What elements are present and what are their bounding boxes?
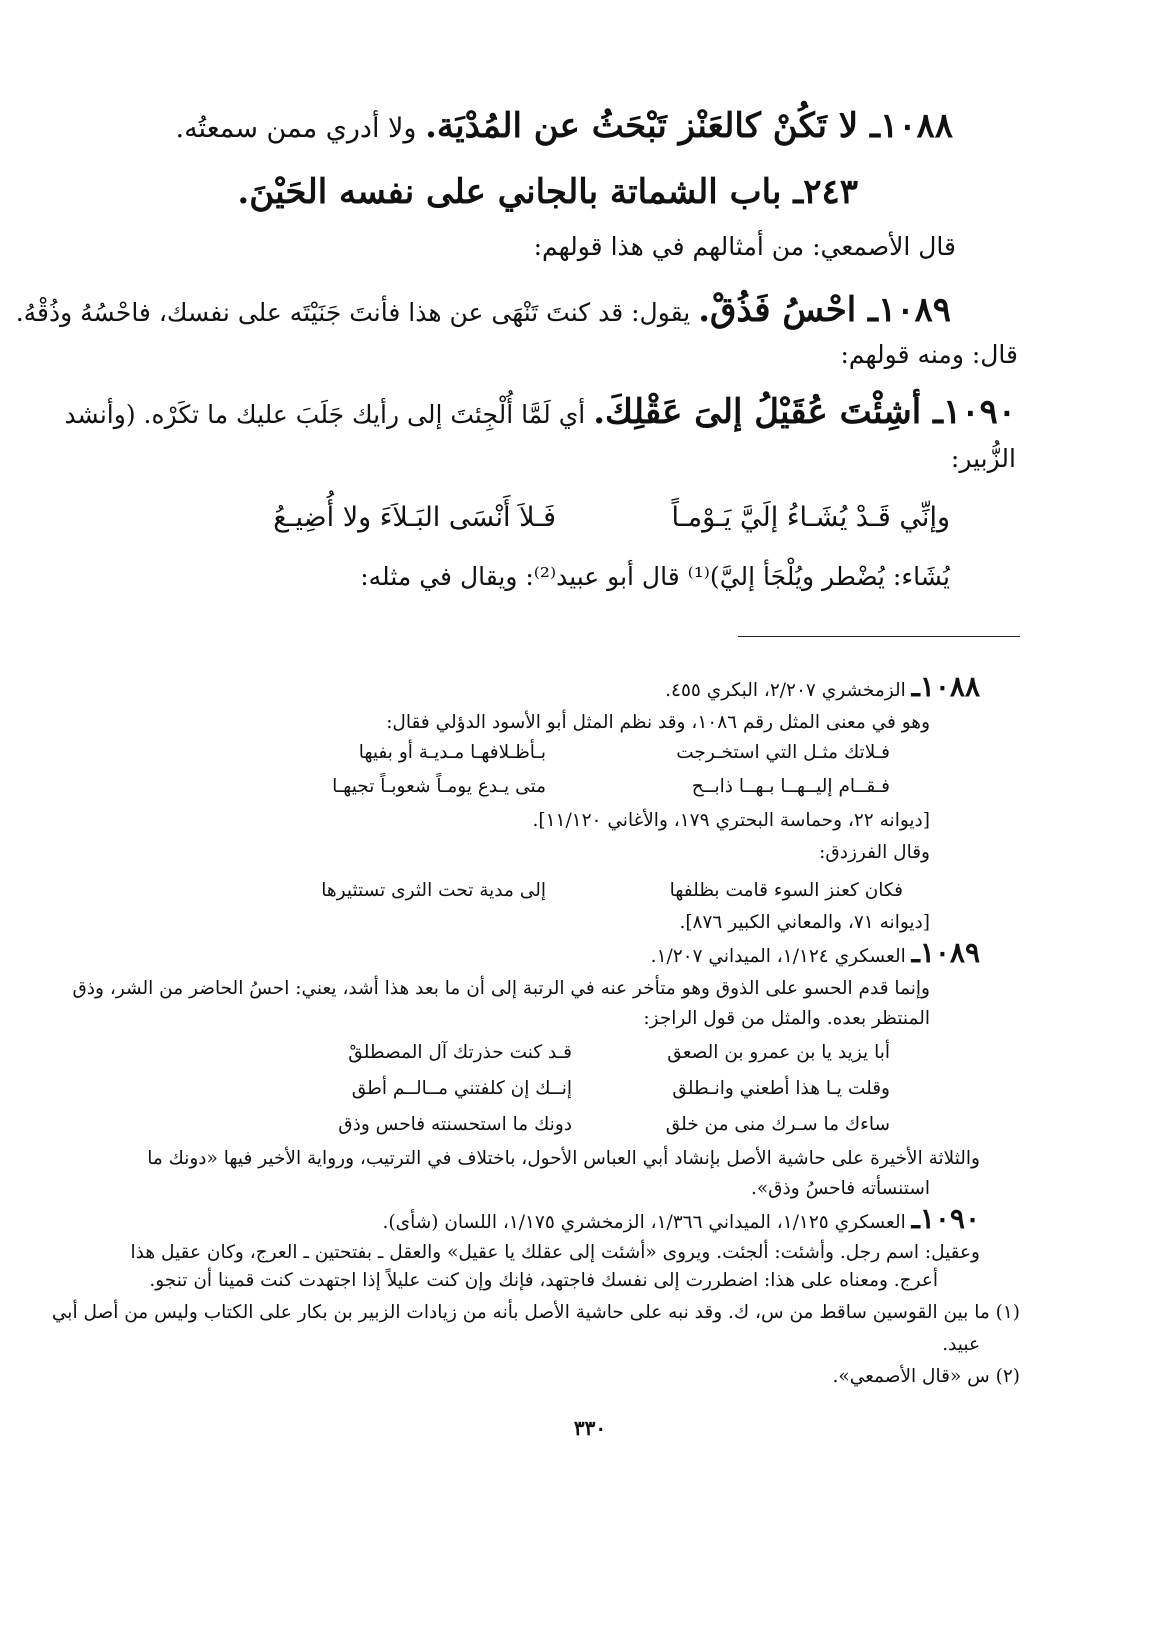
proverb-1088-title: ١٠٨٨ـ لا تَكُنْ كالعَنْز تَبْحَثُ عن المُدْيَة. — [425, 106, 953, 146]
footnote-1090-line3: أعرج. ومعناه على هذا: اضطررت إلى نفسك فاجتهد، فإنك وإن كنت عليلاً إذا اجتهدت كنت قمينا أن تنجو. — [149, 1270, 938, 1291]
footnote-1088-line2: وهو في معنى المثل رقم ١٠٨٦، وقد نظم المثل أبو الأسود الدؤلي فقال: — [386, 712, 930, 733]
proverb-1088-line — [176, 106, 954, 146]
footnote-1089-line2: وإنما قدم الحسو على الذوق وهو متأخر عنه في الرتبة إلى أن ما بعد هذا أشد، يعني: احسُ الحاضر من الشر، وذق — [72, 978, 930, 999]
footnote-1088-line5: [ديوانه ٢٢، وحماسة البحتري ١٧٩، والأغاني ١١/١٢٠]. — [532, 810, 930, 831]
footnote-1088-line6: وقال الفرزدق: — [819, 842, 930, 863]
verse-hemistich: فـلاتك مثـل التي استخـرجت — [676, 742, 890, 763]
proverb-1089-line — [16, 290, 951, 330]
editor-note-1-line1: (١) ما بين القوسين ساقط من س، ك. وقد نبه على حاشية الأصل بأنه من زيادات الزبير بن بكار على الكتاب وليس من أصل أبي — [51, 1302, 1020, 1323]
asmai-intro-line: قال الأصمعي: من أمثالهم في هذا قولهم: — [533, 232, 956, 261]
footnote-1090-source-line — [383, 1202, 980, 1235]
footnote-1090-line2: وعقيل: اسم رجل. وأشئت: ألجئت. ويروى «أشئت إلى عقلك يا عقيل» والعقل ـ بفتحتين ـ العرج، وكان عقيل هذا — [130, 1242, 980, 1263]
footnote-1089-source-line — [651, 936, 980, 969]
verse-hemistich: فكان كعنز السوء قامت بظلفها — [669, 880, 903, 901]
verse-hemistich: إلى مدية تحت الثرى تستثيرها — [321, 880, 546, 901]
footnote-1090-number: ١٠٩٠ـ — [911, 1202, 980, 1235]
verse-hemistich: دونك ما استحسنته فاحس وذق — [338, 1114, 572, 1135]
verse-hemistich: إنــك إن كلفتني مــالــم أطق — [351, 1078, 572, 1099]
footnote-1089-line7: والثلاثة الأخيرة على حاشية الأصل بإنشاد أبي العباس الأحول، باختلاف في الترتيب، ورواية الأخير فيها «دونك ما — [147, 1148, 980, 1169]
proverb-1090-rest: أي لَمَّا أُلْجِئتَ إلى رأيك جَلَبَ عليك ما تكَرْه. (وأنشد — [64, 400, 594, 429]
proverb-1090-title: ١٠٩٠ـ أشِئْتَ عُقَيْلُ إلىَ عَقْلِكَ. — [593, 392, 1016, 432]
proverb-1088-rest: ولا أدري ممن سمعتُه. — [175, 113, 426, 144]
proverb-1089-rest: يقول: قد كنتَ تَنْهَى عن هذا فأنتَ جَنَيْتَه على نفسك، فاحْسُهُ وذُقْهُ. — [15, 298, 699, 327]
zubayr-line: الزُّبير: — [950, 444, 1016, 473]
qala-line: قال: ومنه قولهم: — [840, 340, 1018, 369]
page-number: ٣٣٠ — [573, 1416, 607, 1440]
verse-hemistich: بـأظـلافهـا مـديـة أو بفيها — [358, 742, 546, 763]
footnote-1088-source-line — [665, 670, 980, 703]
verse-hemistich: أبا يزيد يا بن عمرو بن الصعق — [667, 1042, 890, 1063]
verse-hemistich: ساءك ما سـرك منى من خلق — [665, 1114, 890, 1135]
footnote-1088-number: ١٠٨٨ـ — [911, 670, 980, 703]
footnote-1088-source: الزمخشري ٢/٢٠٧، البكري ٤٥٥. — [665, 680, 906, 701]
footnote-1089-source: العسكري ١/١٢٤، الميداني ١/٢٠٧. — [650, 946, 906, 967]
verse-hemistich-2: فَـلاَ أَنْسَى البَـلاَءَ ولا أُضِيـعُ — [273, 502, 556, 533]
verse-hemistich: متى يـدع يومـاً شعوبـاً تجيهـا — [332, 776, 546, 797]
footnote-separator — [738, 636, 1020, 637]
footnote-1089-number: ١٠٨٩ـ — [911, 936, 980, 969]
verse-hemistich: قـد كنت حذرتك آل المصطلقْ — [348, 1042, 572, 1063]
editor-note-2: (٢) س «قال الأصمعي». — [832, 1366, 1020, 1387]
verse-hemistich: وقلت يـا هذا أطعني وانـطلق — [672, 1078, 890, 1099]
editor-note-1-line2: عبيد. — [942, 1334, 980, 1355]
footnote-1089-line3: المنتظر بعده. والمثل من قول الراجز: — [643, 1008, 930, 1029]
chapter-heading: ٢٤٣ـ باب الشماتة بالجاني على نفسه الحَيْنَ. — [237, 172, 858, 212]
verse-hemistich-1: وإنِّي قَـدْ يُشَـاءُ إلَيَّ يَـوْمـاً — [671, 502, 950, 533]
footnote-1089-line8: استنسأته فاحسُ وذق». — [750, 1178, 930, 1199]
footnote-1088-line8: [ديوانه ٧١، والمعاني الكبير ٨٧٦]. — [679, 912, 930, 933]
verse-hemistich: فـقــام إليــهــا بـهــا ذابــح — [691, 776, 890, 797]
yushaa-line: يُشَاء: يُضْطر ويُلْجَأ إليَّ)⁽¹⁾ قال أبو عبيد⁽²⁾: ويقال في مثله: — [360, 562, 950, 591]
footnote-1090-source: العسكري ١/١٢٥، الميداني ١/٣٦٦، الزمخشري ١/١٧٥، اللسان (شأى). — [382, 1212, 906, 1233]
proverb-1089-title: ١٠٨٩ـ احْسُ فَذُقْ. — [698, 290, 951, 330]
proverb-1090-line — [64, 392, 1016, 432]
